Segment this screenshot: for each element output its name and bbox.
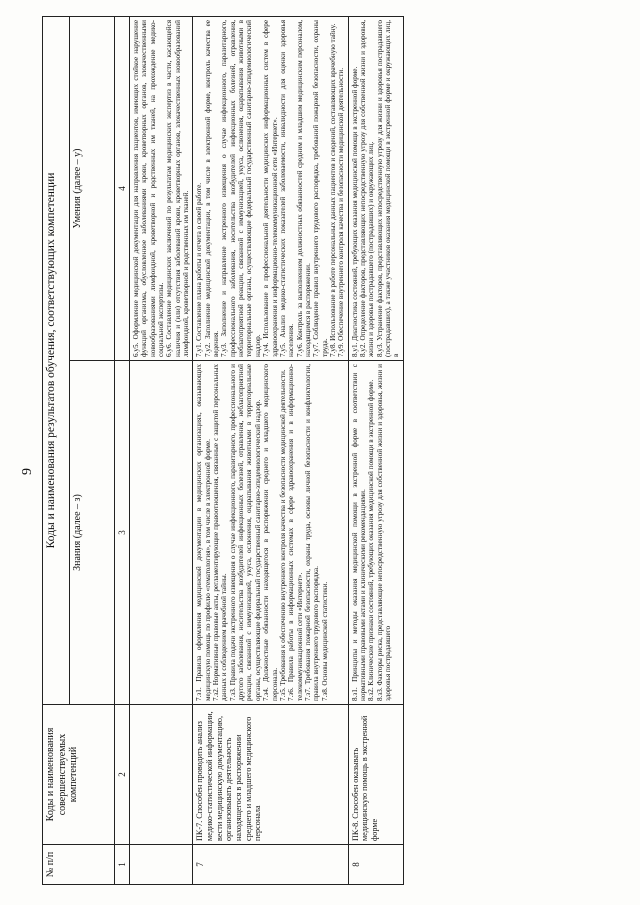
row-num: 8 [348,845,403,885]
table-row-pk7 [193,16,348,884]
table-row-continued [130,16,193,884]
result-item: 7.з7. Требования пожарной безопасности, охраны труда, основы личной безопасности и конфликтологии, правила внутреннего трудового распорядка. [303,364,321,701]
row-knowledge [193,361,348,705]
index-cell: 2 [115,705,130,845]
result-item: 7.з6. Правила работы в информационных системах в сфере здравоохранения и в информационно-телекоммуникационной сети «Интернет». [287,364,304,701]
result-item: 6.у6. Составление медицинских заключений по результатам медицинских экспертиз в части, касающейся наличия и (или) отсутствия заболеваний крови, кроветворных органов, злокачественных новообразований лимфоидной, кроветворной и родственных им тканей. [165,19,191,357]
result-item: 7.у5. Анализ медико-статистических показателей заболеваемости, инвалидности для оценки здоровья населения. [278,19,296,357]
result-item: 7.у9. Обеспечение внутреннего контроля качества и безопасности медицинской деятельности. [337,67,346,357]
result-item: 7.з5. Требования к обеспечению внутреннего контроля качества и безопасности медицинской деятельности. [278,369,287,701]
result-item: 7.у1. Составление плана работы и отчета о своей работе. [195,182,204,357]
header-results: Коды и наименования результатов обучения, соответствующих компетенции [43,16,70,704]
result-item: 8.з3. Факторы риска, представляющие непосредственную угрозу для собственной жизни и здоровья, жизни и здоровья пострадавшего [375,364,392,701]
row-skills [193,16,348,360]
result-item: 8.у1. Диагностика состояний, требующих оказания медицинской помощи в экстренной форме. [350,66,359,357]
row-code: ПК-7. Способен проводить анализ медико-статистической информации, вести медицинскую документацию, организовывать деятельность находящегося в распоряжении среднего и младшего медицинского персонала [193,705,348,845]
row-skills [348,16,403,360]
row-code: ПК-8. Способен оказывать медицинскую помощь в экстренной форме [348,705,403,845]
header-num: № п/п [43,845,115,885]
result-item: 8.у2. Определение факторов, представляющих непосредственную угрозу для собственной жизни и здоровья, жизни и здоровья пострадавшего (пострадавших) и окружающих лиц. [358,19,376,357]
row-num [130,845,193,885]
result-item: 7.з4. Должностные обязанности находящегося в распоряжении среднего и младшего медицинского персонала. [262,364,279,701]
result-item: 7.з3. Правила подачи экстренного извещения о случае инфекционного, паразитарного, профессионального и другого заболевания, носительства возбудителей инфекционных болезней, отравления, неблагоприятной реакции, связанной с иммунизацией, укуса, ослюнения, оцарапывания животными в территориальные органы, осуществляющие федеральный государственный санитарно-эпидемиологический надзор. [228,364,262,701]
row-knowledge [348,361,403,705]
row-num: 7 [193,845,348,885]
page-number: 9 [20,468,35,475]
result-item: 7.у8. Использование в работе персональных данных пациентов и сведений, составляющих врачебную тайну. [328,23,337,357]
header-skills: Умения (далее – у) [70,16,115,360]
result-item: 7.у6. Контроль за выполнением должностных обязанностей средним и младшим медицинским персоналом, находящимся в распоряжении. [295,19,312,357]
row-knowledge [130,361,193,705]
result-item: 7.з8. Основы медицинской статистики. [320,581,329,701]
competencies-table [42,16,404,885]
header-codes: Коды и наименования совершенствуемых компетенций [43,705,115,845]
index-cell: 4 [115,16,130,360]
result-item: 7.у7. Соблюдение правил внутреннего трудового распорядка, требований пожарной безопасности, охраны труда. [312,19,329,357]
row-code [130,705,193,845]
result-item: 8.у3. Устранение факторов, представляющих непосредственную угрозу для жизни и здоровья пострадавшего (пострадавших), а также участников оказания медицинской помощи в экстренной форме и окружающих лиц, в [375,19,401,357]
result-item: 7.у3. Заполнение и направление экстренного извещения о случае инфекционного, паразитарного, профессионального заболевания, носительства возбудителей инфекционных болезней, отравления, неблагоприятной реакции, связанной с иммунизацией, укуса, ослюнения, оцарапывания животными в территориальные органы, осуществляющие федеральный государственный санитарно-эпидемиологический надзор. [220,19,262,357]
result-item: 7.з2. Нормативные правовые акты, регламентирующие правоотношения, связанные с защитой персональных данных и соблюдением врачебной тайны. [212,364,229,701]
result-item: 6.у5. Оформление медицинской документации для направления пациентов, имеющих стойкое нарушение функций организма, обусловленное заболеваниями крови, кроветворных органов, злокачественными новообразованиями лимфоидной, кроветворной и родственных им тканей, на прохождение медико-социальной экспертизы. [132,19,166,357]
row-skills [130,16,193,360]
result-item: 7.у4. Использование в профессиональной деятельности медицинских информационных систем в сфере здравоохранения и информационно-телекоммуникационной сети «Интернет». [262,19,279,357]
index-cell: 1 [115,845,130,885]
result-item: 7.у2. Заполнение медицинской документации, в том числе в электронной форме, контроль качества ее ведения. [203,19,221,357]
header-knowledge: Знания (далее – з) [70,361,115,705]
index-row [115,16,130,884]
result-item: 8.з1. Принципы и методы оказания медицинской помощи в экстренной форме в соответствии с нормативными правовыми актами и клиническими рекомендациями. [350,364,367,701]
index-cell: 3 [115,361,130,705]
result-item: 8.з2. Клинические признаки состояний, требующих оказания медицинской помощи в экстренной форме. [367,379,376,701]
result-item: 7.з1. Правила оформления медицинской документации в медицинских организациях, оказывающих медицинскую помощь по профилю «гематология», в том числе в электронной форме. [195,364,212,701]
table-row-pk8 [348,16,403,884]
header-row-top [43,16,70,884]
